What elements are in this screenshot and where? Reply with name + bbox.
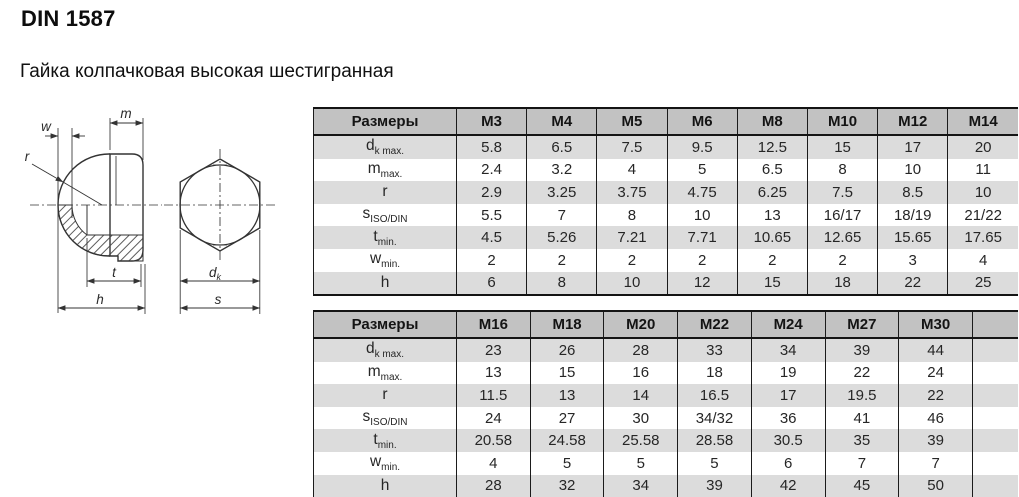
table-row	[314, 135, 1019, 159]
table-row	[314, 407, 1019, 430]
value-cell: 5	[530, 452, 604, 475]
value-cell: 2	[807, 249, 877, 272]
dim-label-dk: $d_k$	[208, 265, 222, 282]
parameter-label: $t_{min.}$	[314, 226, 457, 249]
dim-label-r: r	[24, 149, 30, 164]
value-cell: 6.5	[527, 135, 597, 159]
parameter-label: r	[314, 384, 457, 407]
value-cell: 3.2	[527, 159, 597, 182]
value-cell: 34/32	[678, 407, 752, 430]
value-cell: 24	[899, 362, 973, 385]
value-cell: 22	[878, 272, 948, 296]
value-cell: 4.5	[457, 226, 527, 249]
value-cell	[973, 384, 1019, 407]
value-cell: 16/17	[807, 204, 877, 227]
value-cell: 34	[751, 338, 825, 362]
value-cell: 27	[530, 407, 604, 430]
dim-label-w: w	[41, 119, 51, 134]
value-cell	[973, 338, 1019, 362]
value-cell: 39	[825, 338, 899, 362]
value-cell: 2	[527, 249, 597, 272]
value-cell: 16	[604, 362, 678, 385]
value-cell: 20.58	[457, 429, 531, 452]
value-cell: 19	[751, 362, 825, 385]
value-cell: 20	[948, 135, 1018, 159]
value-cell: 14	[604, 384, 678, 407]
value-cell: 7.5	[597, 135, 667, 159]
value-cell: 46	[899, 407, 973, 430]
value-cell: 2.9	[457, 181, 527, 204]
value-cell	[973, 475, 1019, 497]
value-cell: 17	[751, 384, 825, 407]
value-cell: 23	[457, 338, 531, 362]
table-row	[314, 249, 1019, 272]
dimensions-table-m3-m14	[313, 107, 1019, 296]
value-cell: 6	[751, 452, 825, 475]
value-cell: 5.5	[457, 204, 527, 227]
value-cell: 18/19	[878, 204, 948, 227]
value-cell: 11	[948, 159, 1018, 182]
value-cell: 10	[878, 159, 948, 182]
table-header-sizes: Размеры	[314, 108, 457, 135]
value-cell: 25	[948, 272, 1018, 296]
value-cell: 2	[737, 249, 807, 272]
parameter-label: $s_{ISO/DIN}$	[314, 407, 457, 430]
table-m16-m30	[313, 310, 1018, 497]
value-cell: 6.5	[737, 159, 807, 182]
value-cell: 35	[825, 429, 899, 452]
size-column-header: M27	[825, 311, 899, 338]
value-cell: 3.25	[527, 181, 597, 204]
table-row	[314, 181, 1019, 204]
table-row	[314, 362, 1019, 385]
size-column-header: M14	[948, 108, 1018, 135]
parameter-label: $m_{max.}$	[314, 159, 457, 182]
size-column-header: M10	[807, 108, 877, 135]
value-cell: 5	[604, 452, 678, 475]
value-cell: 19.5	[825, 384, 899, 407]
table-row	[314, 204, 1019, 227]
value-cell: 8	[597, 204, 667, 227]
size-column-header: M5	[597, 108, 667, 135]
parameter-label: $w_{min.}$	[314, 452, 457, 475]
value-cell: 15	[807, 135, 877, 159]
size-column-header: M24	[751, 311, 825, 338]
parameter-label: $d_{k max.}$	[314, 338, 457, 362]
value-cell: 8.5	[878, 181, 948, 204]
value-cell: 45	[825, 475, 899, 497]
size-column-header	[973, 311, 1019, 338]
value-cell: 30	[604, 407, 678, 430]
value-cell: 8	[527, 272, 597, 296]
size-column-header: M6	[667, 108, 737, 135]
value-cell: 5	[678, 452, 752, 475]
parameter-label: $m_{max.}$	[314, 362, 457, 385]
value-cell: 2.4	[457, 159, 527, 182]
value-cell: 7	[527, 204, 597, 227]
value-cell: 15.65	[878, 226, 948, 249]
cap-nut-section-view	[30, 118, 162, 314]
size-column-header: M20	[604, 311, 678, 338]
value-cell: 24.58	[530, 429, 604, 452]
value-cell: 2	[597, 249, 667, 272]
table-row	[314, 429, 1019, 452]
value-cell: 5.8	[457, 135, 527, 159]
dim-label-t: t	[112, 265, 116, 280]
table-row	[314, 475, 1019, 497]
value-cell: 42	[751, 475, 825, 497]
value-cell: 13	[737, 204, 807, 227]
value-cell: 7.5	[807, 181, 877, 204]
value-cell: 15	[530, 362, 604, 385]
value-cell: 13	[457, 362, 531, 385]
section-hatch	[58, 205, 143, 261]
dimensions-table-m16-m30	[313, 310, 1019, 497]
value-cell: 4	[948, 249, 1018, 272]
value-cell: 12	[667, 272, 737, 296]
size-column-header: M30	[899, 311, 973, 338]
value-cell: 24	[457, 407, 531, 430]
table-row	[314, 272, 1019, 296]
parameter-label: h	[314, 272, 457, 296]
value-cell: 15	[737, 272, 807, 296]
value-cell: 44	[899, 338, 973, 362]
value-cell: 36	[751, 407, 825, 430]
table-m3-m14	[313, 107, 1018, 296]
size-column-header: M18	[530, 311, 604, 338]
value-cell: 16.5	[678, 384, 752, 407]
value-cell: 34	[604, 475, 678, 497]
value-cell: 5	[667, 159, 737, 182]
value-cell: 10.65	[737, 226, 807, 249]
dim-label-h: h	[96, 292, 104, 307]
value-cell: 28.58	[678, 429, 752, 452]
value-cell: 30.5	[751, 429, 825, 452]
value-cell: 17.65	[948, 226, 1018, 249]
value-cell: 39	[899, 429, 973, 452]
parameter-label: $w_{min.}$	[314, 249, 457, 272]
page-title: DIN 1587	[21, 6, 116, 31]
value-cell: 18	[807, 272, 877, 296]
value-cell: 9.5	[667, 135, 737, 159]
value-cell	[973, 407, 1019, 430]
table-row	[314, 159, 1019, 182]
value-cell: 25.58	[604, 429, 678, 452]
dim-label-m: m	[120, 106, 132, 121]
value-cell: 26	[530, 338, 604, 362]
value-cell: 33	[678, 338, 752, 362]
size-column-header: M12	[878, 108, 948, 135]
value-cell	[973, 429, 1019, 452]
value-cell: 4	[597, 159, 667, 182]
value-cell: 11.5	[457, 384, 531, 407]
value-cell: 4.75	[667, 181, 737, 204]
value-cell: 10	[948, 181, 1018, 204]
value-cell: 5.26	[527, 226, 597, 249]
parameter-label: h	[314, 475, 457, 497]
value-cell: 32	[530, 475, 604, 497]
value-cell: 12.5	[737, 135, 807, 159]
value-cell: 7.21	[597, 226, 667, 249]
size-column-header: M4	[527, 108, 597, 135]
table-row	[314, 226, 1019, 249]
table-row	[314, 452, 1019, 475]
cap-nut-hex-view	[164, 149, 276, 314]
value-cell: 2	[667, 249, 737, 272]
value-cell: 7	[899, 452, 973, 475]
value-cell: 6.25	[737, 181, 807, 204]
value-cell: 7.71	[667, 226, 737, 249]
value-cell: 17	[878, 135, 948, 159]
value-cell: 3.75	[597, 181, 667, 204]
table-header-sizes: Размеры	[314, 311, 457, 338]
value-cell	[973, 362, 1019, 385]
value-cell: 41	[825, 407, 899, 430]
value-cell: 4	[457, 452, 531, 475]
size-column-header: M3	[457, 108, 527, 135]
value-cell: 22	[899, 384, 973, 407]
table-row	[314, 384, 1019, 407]
size-column-header: M8	[737, 108, 807, 135]
table-header-row	[314, 311, 1019, 338]
value-cell: 8	[807, 159, 877, 182]
value-cell: 13	[530, 384, 604, 407]
value-cell: 10	[667, 204, 737, 227]
value-cell: 7	[825, 452, 899, 475]
parameter-label: r	[314, 181, 457, 204]
parameter-label: $t_{min.}$	[314, 429, 457, 452]
value-cell: 10	[597, 272, 667, 296]
table-row	[314, 338, 1019, 362]
value-cell: 39	[678, 475, 752, 497]
value-cell	[973, 452, 1019, 475]
cap-nut-technical-drawing	[16, 98, 301, 338]
size-column-header: M22	[678, 311, 752, 338]
value-cell: 6	[457, 272, 527, 296]
parameter-label: $d_{k max.}$	[314, 135, 457, 159]
size-column-header: M16	[457, 311, 531, 338]
table-header-row	[314, 108, 1019, 135]
value-cell: 12.65	[807, 226, 877, 249]
parameter-label: $s_{ISO/DIN}$	[314, 204, 457, 227]
dim-label-s: s	[214, 292, 222, 307]
radius-leader-tail	[63, 182, 102, 205]
value-cell: 21/22	[948, 204, 1018, 227]
value-cell: 28	[457, 475, 531, 497]
value-cell: 22	[825, 362, 899, 385]
value-cell: 28	[604, 338, 678, 362]
value-cell: 50	[899, 475, 973, 497]
value-cell: 2	[457, 249, 527, 272]
page-subtitle: Гайка колпачковая высокая шестигранная	[20, 61, 394, 82]
value-cell: 18	[678, 362, 752, 385]
value-cell: 3	[878, 249, 948, 272]
